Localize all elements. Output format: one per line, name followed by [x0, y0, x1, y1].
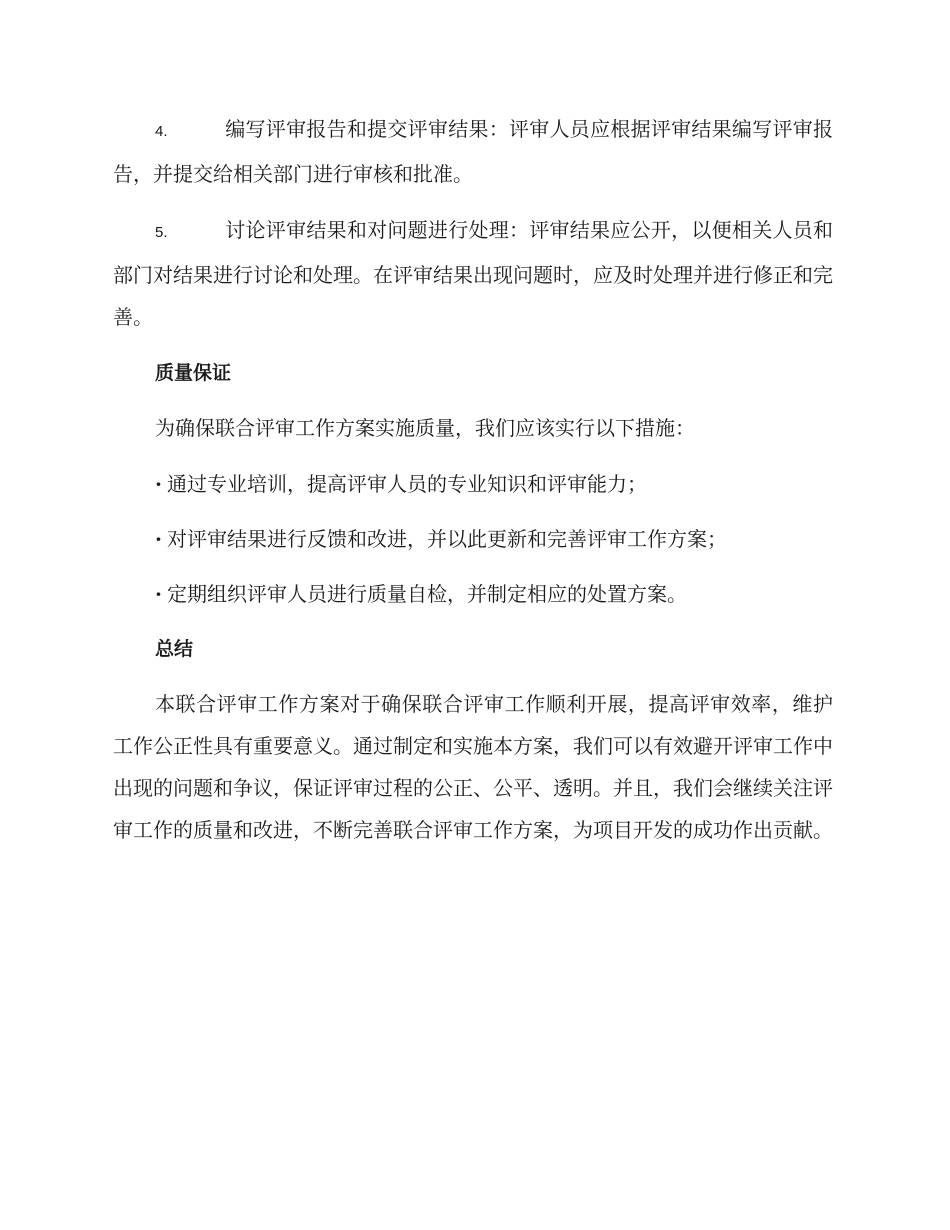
bullet-item	[113, 518, 833, 560]
numbered-item-5	[113, 209, 833, 338]
bullet-text: 定期组织评审人员进行质量自检，并制定相应的处置方案。	[167, 582, 687, 606]
bullet-item	[113, 573, 833, 615]
bullet-symbol: ·	[155, 472, 162, 496]
section-heading-summary: 总结	[155, 638, 194, 660]
item-text: 编写评审报告和提交评审结果：评审人员应根据评审结果编写评审报告，并提交给相关部门进行审核和批准。	[113, 117, 833, 186]
bullet-symbol: ·	[155, 582, 162, 606]
item-number: 5.	[155, 224, 168, 241]
bullet-symbol: ·	[155, 527, 162, 551]
item-text: 讨论评审结果和对问题进行处理：评审结果应公开，以便相关人员和部门对结果进行讨论和处理。在评审结果出现问题时，应及时处理并进行修正和完善。	[113, 218, 833, 329]
summary-paragraph: 本联合评审工作方案对于确保联合评审工作顺利开展，提高评审效率，维护工作公正性具有重要意义。通过制定和实施本方案，我们可以有效避开评审工作中出现的问题和争议，保证评审过程的公正、公平、透明。并且，我们会继续关注评审工作的质量和改进，不断完善联合评审工作方案，为项目开发的成功作出贡献。	[113, 692, 833, 842]
item-number: 4.	[155, 123, 168, 140]
quality-intro: 为确保联合评审工作方案实施质量，我们应该实行以下措施：	[155, 416, 695, 440]
bullet-text: 对评审结果进行反馈和改进，并以此更新和完善评审工作方案；	[167, 527, 727, 551]
numbered-item-4	[113, 108, 833, 195]
bullet-text: 通过专业培训，提高评审人员的专业知识和评审能力；	[167, 472, 647, 496]
document-page	[113, 108, 833, 865]
section-heading-quality: 质量保证	[155, 362, 232, 384]
bullet-item	[113, 463, 833, 505]
